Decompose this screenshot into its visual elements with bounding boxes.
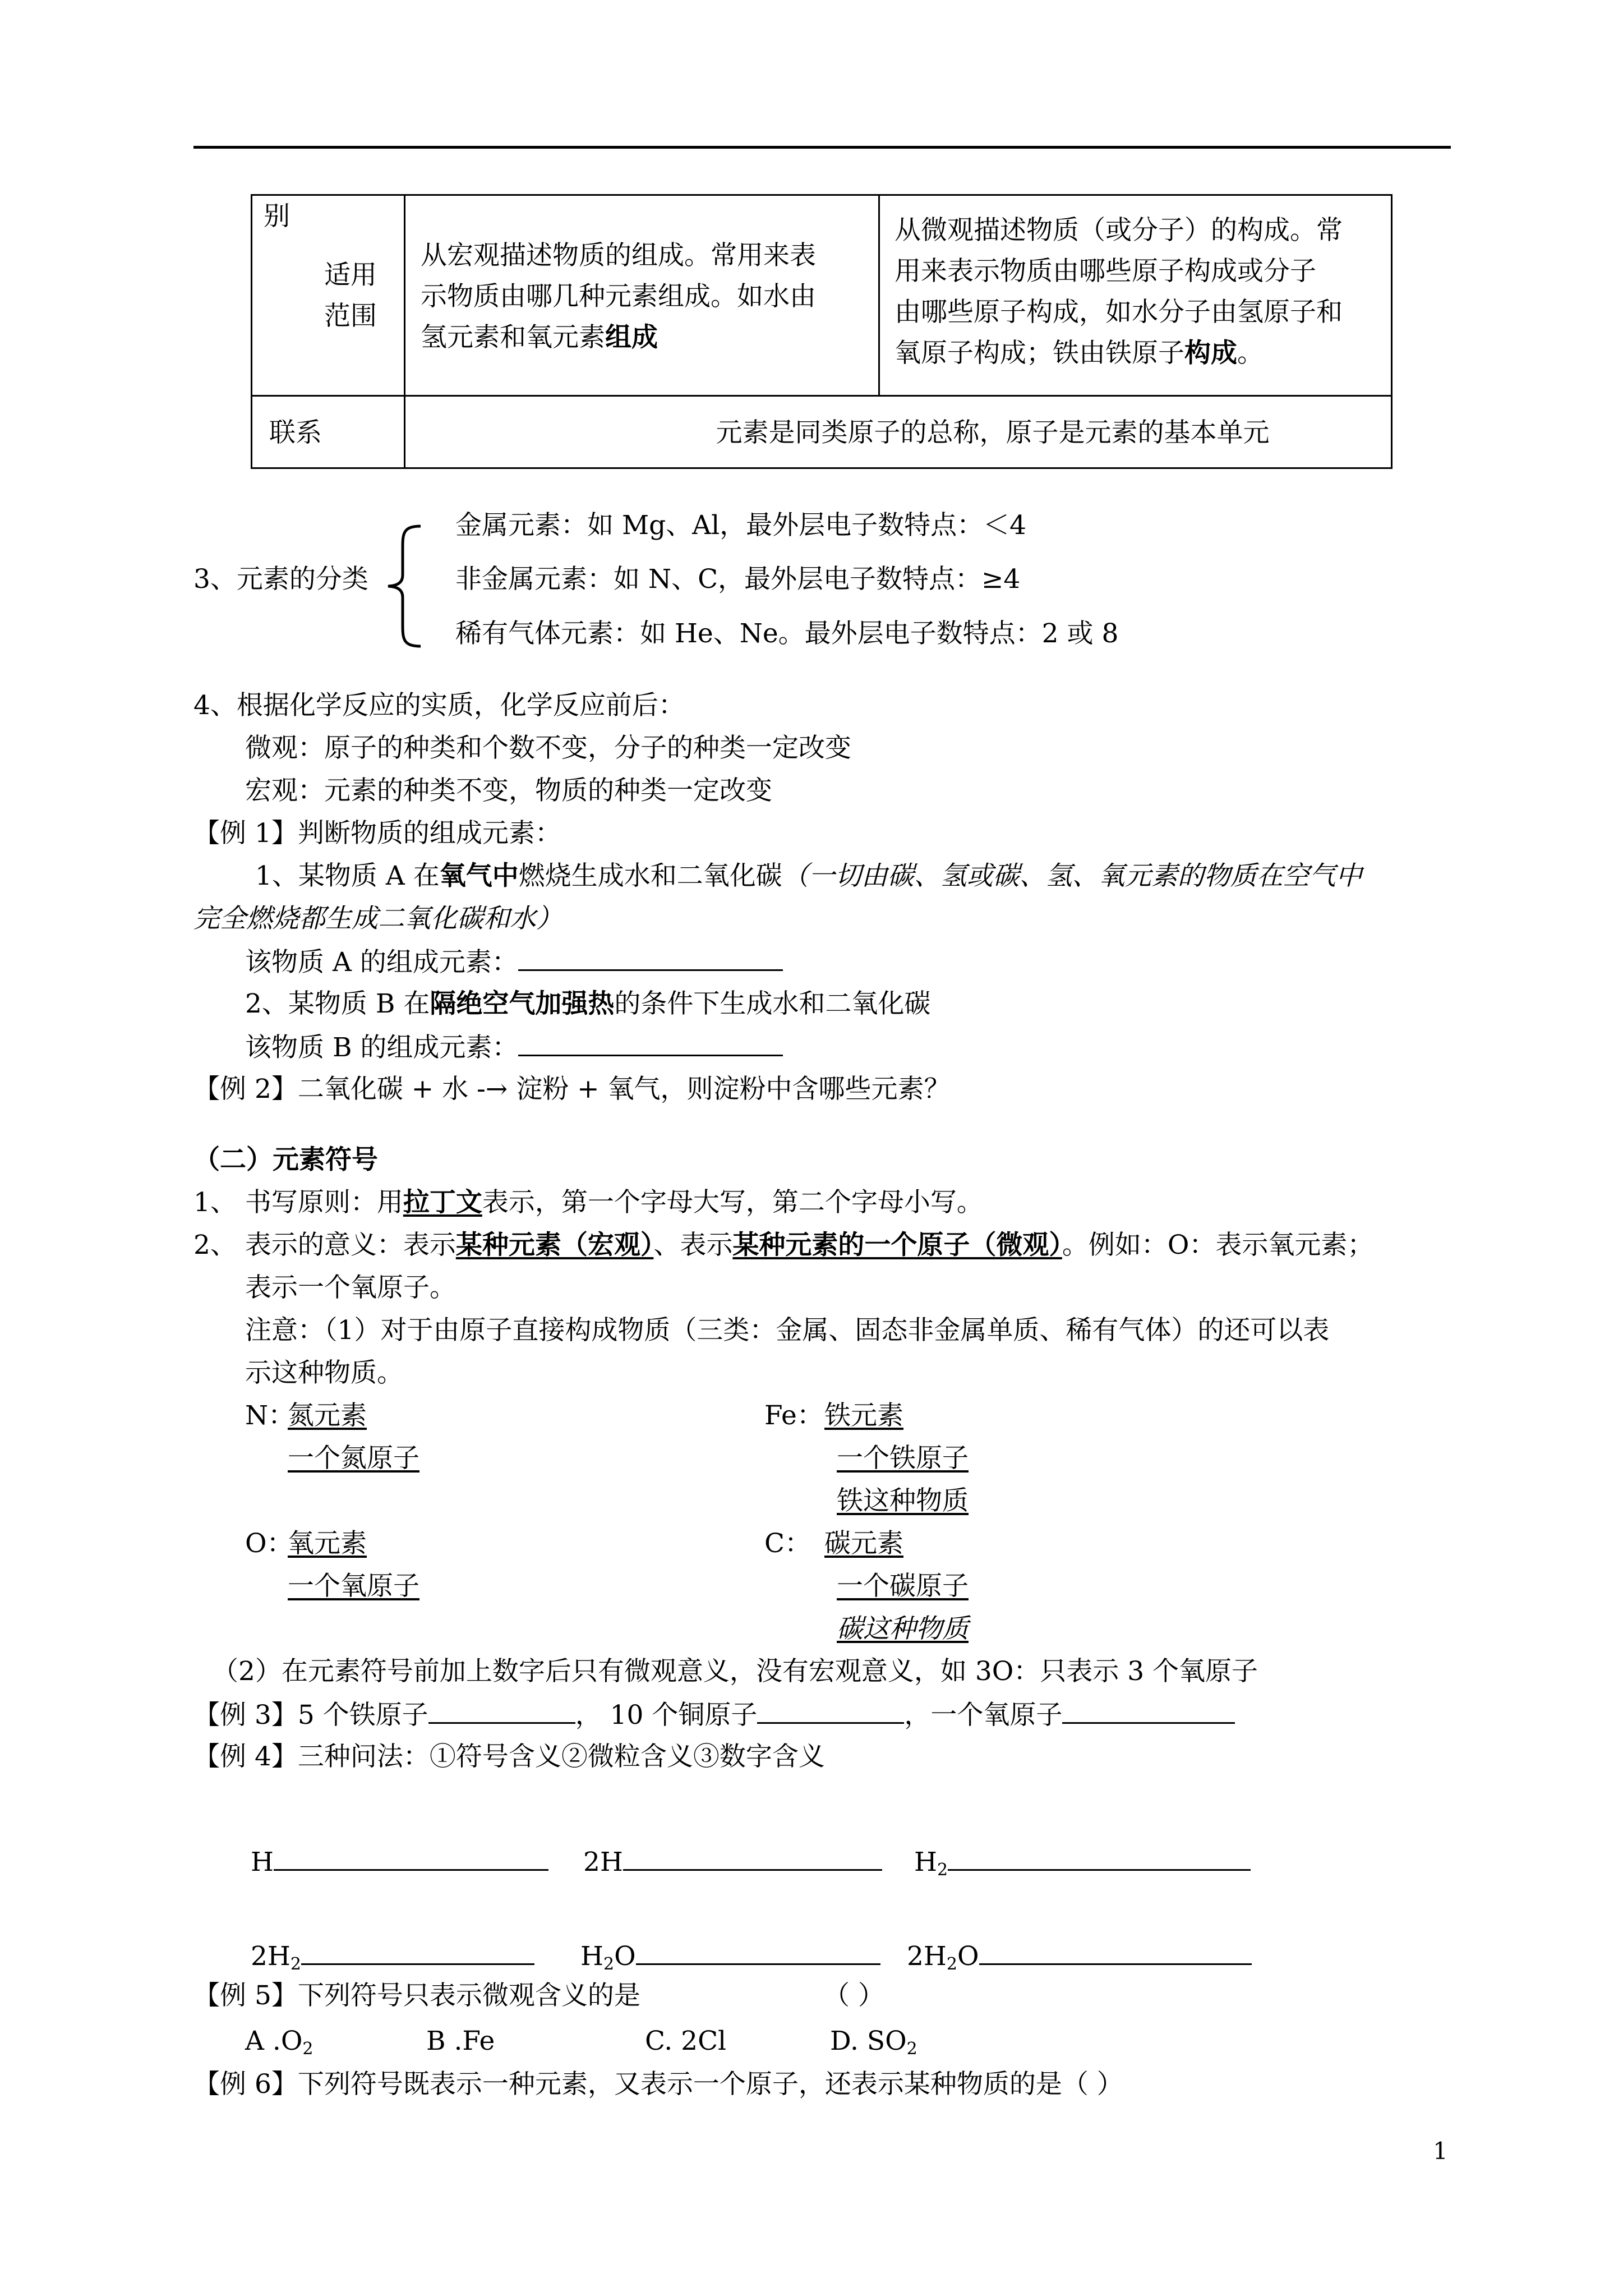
c-meaning-3: 碳这种物质 <box>837 1613 969 1644</box>
symbols-rule1: 1、 书写原则：用拉丁文表示，第一个字母大写，第二个字母小写。 <box>193 1187 983 1218</box>
answer-blank[interactable] <box>1062 1697 1235 1724</box>
answer-blank[interactable] <box>518 1030 783 1056</box>
example5-option-c[interactable]: C. 2Cl <box>645 2026 727 2056</box>
atom-scope-line1: 从微观描述物质（或分子）的构成。常 <box>895 215 1343 246</box>
o-meaning-2: 一个氧原子 <box>288 1571 419 1602</box>
example5-option-b[interactable]: B .Fe <box>426 2026 495 2056</box>
example4-2h: 2H <box>583 1844 882 1879</box>
example1-q2: 2、某物质 B 在隔绝空气加强热的条件下生成水和二氧化碳 <box>245 988 931 1019</box>
class-metal: 金属元素：如 Mg、Al，最外层电子数特点：＜4 <box>455 510 1027 541</box>
section4-macro: 宏观：元素的种类不变，物质的种类一定改变 <box>245 775 772 806</box>
answer-blank[interactable] <box>274 1844 548 1871</box>
fe-meaning-3: 铁这种物质 <box>837 1485 969 1516</box>
symbol-o: O： <box>245 1528 293 1559</box>
answer-blank[interactable] <box>979 1939 1252 1965</box>
example4-h: H <box>251 1844 548 1879</box>
symbols-rule2-cont: 表示一个氧原子。 <box>245 1272 456 1303</box>
fe-meaning-1: 铁元素 <box>824 1400 903 1431</box>
class-nonmetal: 非金属元素：如 N、C，最外层电子数特点：≥4 <box>455 564 1021 595</box>
o-meaning-1: 氧元素 <box>288 1528 367 1559</box>
element-scope-line2: 示物质由哪几种元素组成。如水由 <box>421 281 816 312</box>
example1-label: 【例 1】判断物质的组成元素： <box>193 818 561 849</box>
atom-scope-line3: 由哪些原子构成，如水分子由氢原子和 <box>895 297 1343 328</box>
atom-scope-line2: 用来表示物质由哪些原子构成或分子 <box>895 256 1316 287</box>
example4-h2: $H_2$ <box>914 1844 1251 1879</box>
section4-heading: 4、根据化学反应的实质，化学反应前后： <box>193 690 685 721</box>
symbols-note1-cont: 示这种物质。 <box>245 1358 403 1388</box>
example1-answer-b: 该物质 B 的组成元素： <box>245 1030 783 1065</box>
symbol-n: N： <box>245 1400 295 1431</box>
answer-blank[interactable] <box>301 1939 534 1965</box>
relation-label: 联系 <box>269 417 322 448</box>
brace-icon <box>381 522 426 651</box>
symbols-heading: （二）元素符号 <box>193 1144 378 1175</box>
table-cell-scope-1: 适用 <box>324 260 377 291</box>
symbol-c: C： <box>764 1528 811 1559</box>
example6: 【例 6】下列符号既表示一种元素，又表示一个原子，还表示某种物质的是（ ） <box>193 2069 1123 2100</box>
example4-2h2o: $2H_2O$ <box>907 1939 1252 1973</box>
example5-option-d[interactable]: D. $SO_2$ <box>830 2026 917 2059</box>
table-cell-bie: 别 <box>264 201 290 232</box>
example5-answer-paren[interactable]: （ ） <box>823 1980 884 2011</box>
table-cell-scope-2: 范围 <box>324 301 377 332</box>
element-scope-line3: 氢元素和氧元素组成 <box>421 322 658 353</box>
header-rule <box>193 146 1451 149</box>
symbols-note1: 注意：（1）对于由原子直接构成物质（三类：金属、固态非金属单质、稀有气体）的还可以表 <box>245 1315 1330 1346</box>
comparison-table <box>251 194 1393 469</box>
answer-blank[interactable] <box>948 1844 1251 1871</box>
answer-blank[interactable] <box>636 1939 880 1965</box>
example1-q1-note: 完全燃烧都生成二氧化碳和水） <box>193 903 562 934</box>
element-scope-line1: 从宏观描述物质的组成。常用来表 <box>421 240 816 271</box>
symbol-fe: Fe： <box>764 1400 823 1431</box>
fe-meaning-2: 一个铁原子 <box>837 1443 969 1474</box>
answer-blank[interactable] <box>428 1697 575 1724</box>
atom-scope-line4: 氧原子构成；铁由铁原子构成。 <box>895 338 1264 369</box>
example4-label: 【例 4】三种问法：①符号含义②微粒含义③数字含义 <box>193 1741 825 1772</box>
answer-blank[interactable] <box>757 1697 904 1724</box>
classification-heading: 3、元素的分类 <box>193 564 368 595</box>
c-meaning-1: 碳元素 <box>824 1528 903 1559</box>
example4-h2o: $H_2O$ <box>580 1939 880 1973</box>
answer-blank[interactable] <box>518 945 783 971</box>
example2: 【例 2】二氧化碳 + 水 -→ 淀粉 + 氧气，则淀粉中含哪些元素？ <box>193 1074 951 1105</box>
c-meaning-2: 一个碳原子 <box>837 1571 969 1602</box>
example1-q1: 1、某物质 A 在氧气中燃烧生成水和二氧化碳（一切由碳、氢或碳、氢、氧元素的物质在空气中 <box>255 861 1362 891</box>
relation-text: 元素是同类原子的总称，原子是元素的基本单元 <box>716 417 1270 448</box>
example5-option-a[interactable]: A $.O_2$ <box>245 2026 313 2059</box>
example1-answer-a: 该物质 A 的组成元素： <box>245 945 783 979</box>
n-meaning-2: 一个氮原子 <box>288 1443 419 1474</box>
symbols-note2: （2）在元素符号前加上数字后只有微观意义，没有宏观意义，如 3O：只表示 3 个氧原子 <box>212 1656 1258 1687</box>
example5-label: 【例 5】下列符号只表示微观含义的是 <box>193 1980 640 2011</box>
example4-2h2: $2H_2$ <box>251 1939 534 1973</box>
answer-blank[interactable] <box>623 1844 882 1871</box>
symbols-rule2: 2、 表示的意义：表示某种元素（宏观）、表示某种元素的一个原子（微观）。例如：O：表示氧元素； <box>193 1230 1374 1260</box>
page-number: 1 <box>1433 2137 1448 2165</box>
section4-micro: 微观：原子的种类和个数不变，分子的种类一定改变 <box>245 733 851 763</box>
n-meaning-1: 氮元素 <box>288 1400 367 1431</box>
example3: 【例 3】5 个铁原子 ， 10 个铜原子 ，一个氧原子 <box>193 1697 1235 1732</box>
class-noble-gas: 稀有气体元素：如 He、Ne。最外层电子数特点：2 或 8 <box>455 618 1119 649</box>
